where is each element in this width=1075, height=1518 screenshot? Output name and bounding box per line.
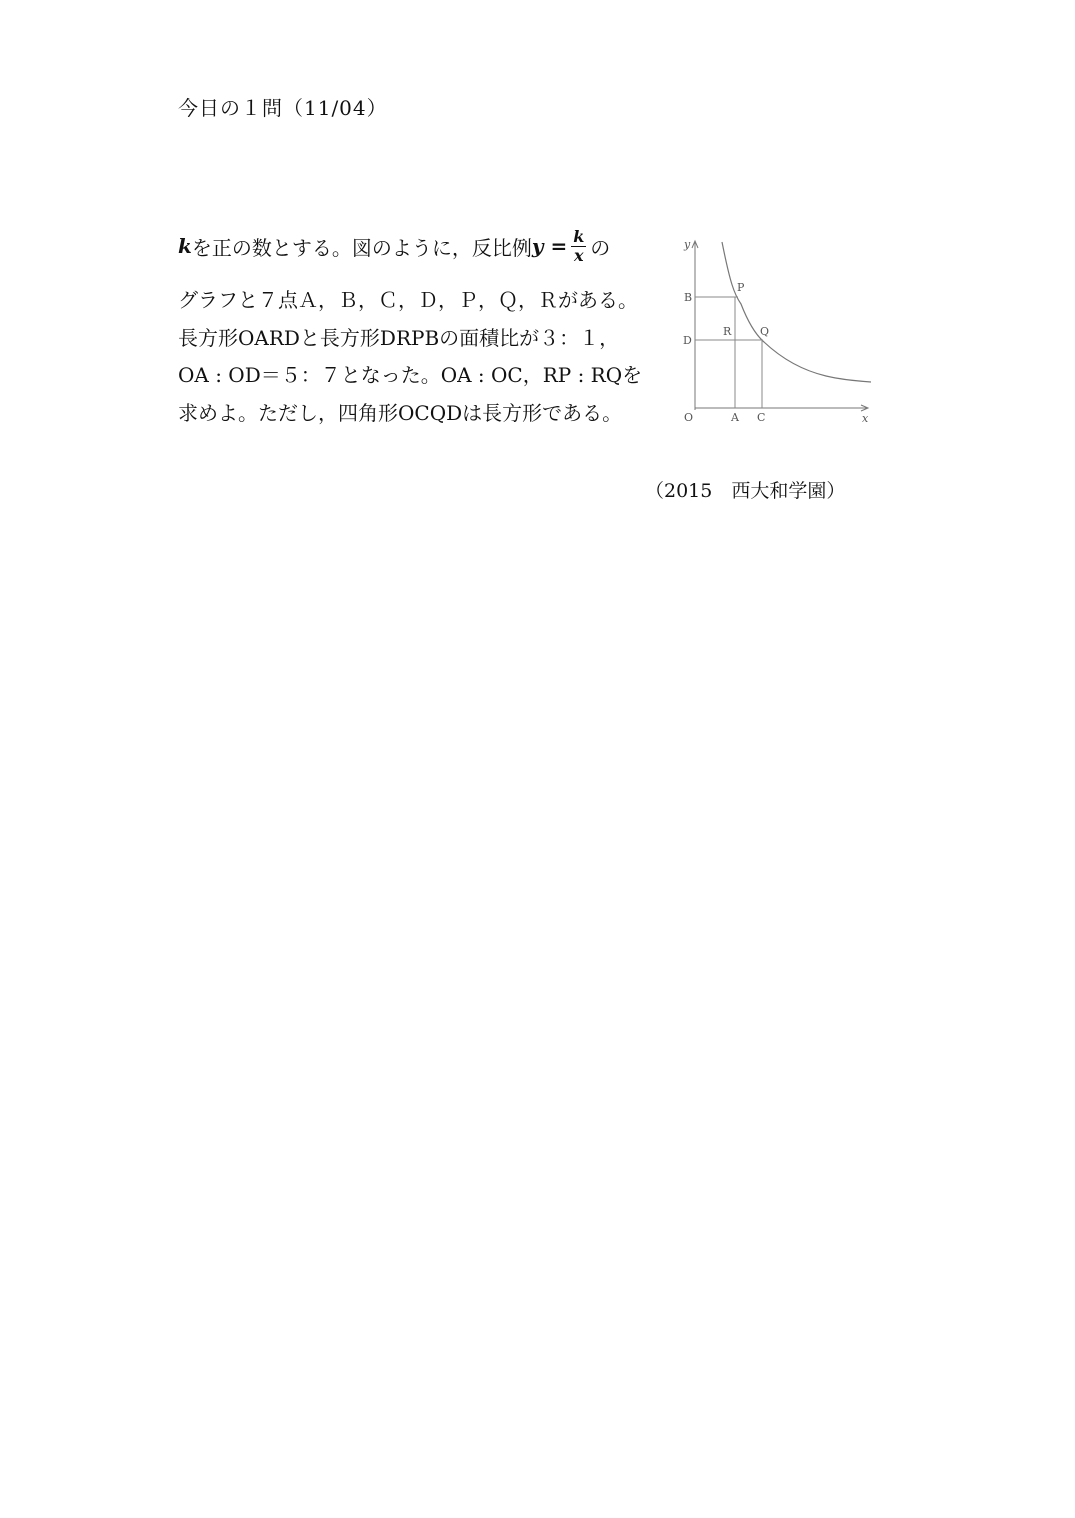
equation-fraction — [571, 228, 586, 265]
label-b: B — [684, 291, 693, 304]
equation-lhs: y = — [531, 234, 568, 258]
label-a: A — [731, 411, 739, 424]
hyperbola-diagram — [676, 232, 880, 428]
problem-line-1 — [178, 226, 668, 266]
page-heading: 今日の１問（11/04） — [178, 96, 388, 120]
fraction-numerator: k — [573, 226, 585, 246]
problem-line-5: 求めよ。ただし，四角形OCQDは長方形である。 — [178, 400, 623, 425]
problem-line-2: グラフと７点Ａ，Ｂ，Ｃ，Ｄ，Ｐ，Ｑ，Ｒがある。 — [178, 288, 638, 312]
variable-k: k — [178, 234, 192, 258]
problem-text — [178, 226, 668, 432]
problem-intro-text: を正の数とする。図のように，反比例 — [191, 235, 532, 260]
label-c: C — [757, 411, 766, 424]
label-q: Q — [760, 325, 770, 338]
label-r: R — [723, 325, 732, 338]
source-citation: （2015 西大和学園） — [645, 480, 846, 502]
problem-line1-suffix: の — [590, 235, 611, 260]
hyperbola-curve — [722, 242, 871, 382]
problem-line-3: 長方形OARDと長方形DRPBの面積比が３：１， — [178, 325, 620, 350]
fraction-denominator: x — [573, 245, 584, 265]
label-o: O — [684, 411, 694, 424]
problem-body — [178, 282, 668, 432]
hyperbola-figure — [676, 232, 880, 428]
problem-line-4: OA : OD＝５：７となった。OA : OC，RP : RQを — [178, 363, 643, 387]
label-d: D — [683, 334, 692, 347]
label-p: P — [737, 281, 745, 294]
label-y: y — [684, 238, 691, 251]
label-x: x — [862, 412, 869, 425]
